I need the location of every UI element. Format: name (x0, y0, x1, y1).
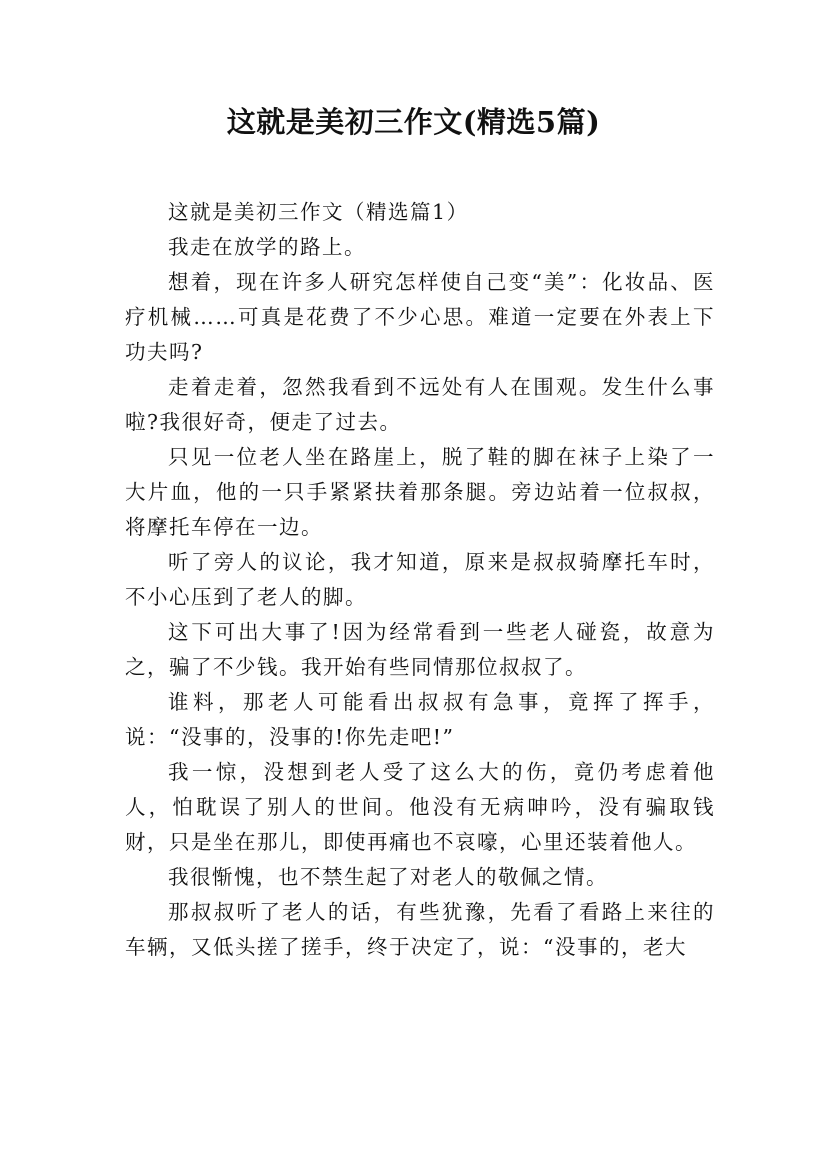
paragraph: 我走在放学的路上。 (168, 235, 367, 259)
paragraph: 走着走着，忽然我看到不远处有人在围观。发生什么事啦?我很好奇，便走了过去。 (125, 375, 715, 434)
paragraph: 想着，现在许多人研究怎样使自己变“美”：化妆品、医疗机械……可真是花费了不少心思。难道一定要在外表上下功夫吗? (125, 270, 715, 364)
document-body (125, 195, 715, 965)
paragraph: 我很惭愧，也不禁生起了对老人的敬佩之情。 (168, 865, 609, 889)
paragraph: 谁料，那老人可能看出叔叔有急事，竟挥了挥手，说：“没事的，没事的!你先走吧!” (125, 690, 715, 749)
paragraph: 那叔叔听了老人的话，有些犹豫，先看了看路上来往的车辆，又低头搓了搓手，终于决定了，说：“没事的，老大 (125, 900, 715, 959)
document-title: 这就是美初三作文(精选5篇) (226, 105, 601, 139)
paragraph-section-heading: 这就是美初三作文（精选篇1） (168, 200, 469, 224)
paragraph: 我一惊，没想到老人受了这么大的伤，竟仍考虑着他人，怕耽误了别人的世间。他没有无病呻吟，没有骗取钱财，只是坐在那儿，即使再痛也不哀嚎，心里还装着他人。 (125, 760, 715, 854)
paragraph: 听了旁人的议论，我才知道，原来是叔叔骑摩托车时，不小心压到了老人的脚。 (125, 550, 715, 609)
paragraph: 只见一位老人坐在路崖上，脱了鞋的脚在袜子上染了一大片血，他的一只手紧紧扶着那条腿。旁边站着一位叔叔，将摩托车停在一边。 (125, 445, 715, 539)
paragraph: 这下可出大事了!因为经常看到一些老人碰瓷，故意为之，骗了不少钱。我开始有些同情那位叔叔了。 (125, 620, 715, 679)
